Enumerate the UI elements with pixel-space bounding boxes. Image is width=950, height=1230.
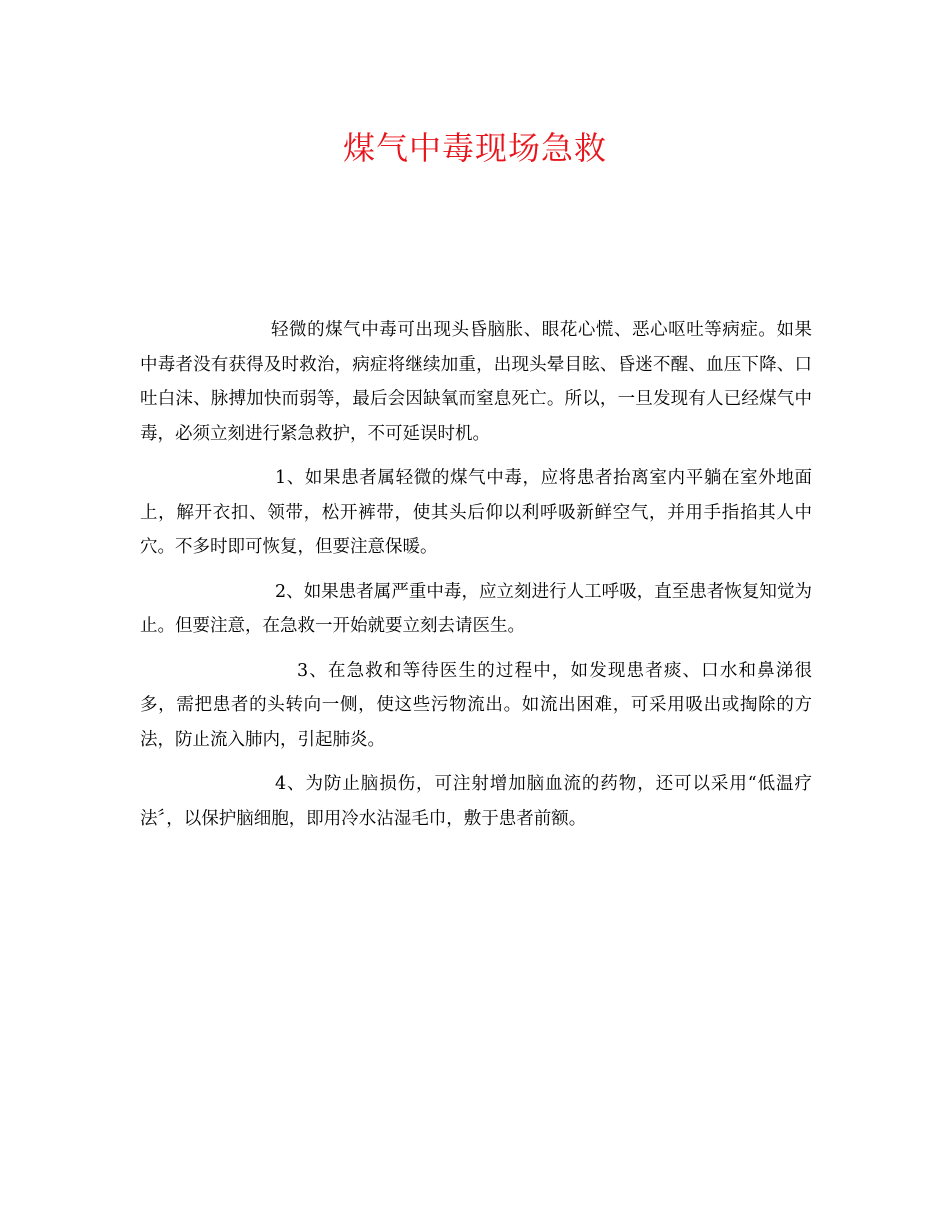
paragraph-step-3: 3、在急救和等待医生的过程中，如发现患者痰、口水和鼻涕很多，需把患者的头转向一侧，使这些污物流出。如流出困难，可采用吸出或掏除的方法，防止流入肺内，引起肺炎。	[140, 660, 812, 750]
paragraph-intro: 轻微的煤气中毒可出现头昏脑胀、眼花心慌、恶心呕吐等病症。如果中毒者没有获得及时救治，病症将继续加重，出现头晕目眩、昏迷不醒、血压下降、口吐白沫、脉搏加快而弱等，最后会因缺氧而窒息死亡。所以，一旦发现有人已经煤气中毒，必须立刻进行紧急救护，不可延误时机。	[140, 320, 812, 444]
paragraph-step-2: 2、如果患者属严重中毒，应立刻进行人工呼吸，直至患者恢复知觉为止。但要注意，在急救一开始就要立刻去请医生。	[140, 581, 812, 636]
document-title: 煤气中毒现场急救	[342, 129, 607, 167]
document-body	[140, 313, 812, 846]
paragraph-step-4: 4、为防止脑损伤，可注射增加脑血流的药物，还可以采用“低温疗法〞，以保护脑细胞，即用冷水沾湿毛巾，敷于患者前额。	[140, 774, 812, 829]
paragraph-step-1: 1、如果患者属轻微的煤气中毒，应将患者抬离室内平躺在室外地面上，解开衣扣、领带，松开裤带，使其头后仰以利呼吸新鲜空气，并用手指掐其人中穴。不多时即可恢复，但要注意保暖。	[140, 468, 812, 557]
